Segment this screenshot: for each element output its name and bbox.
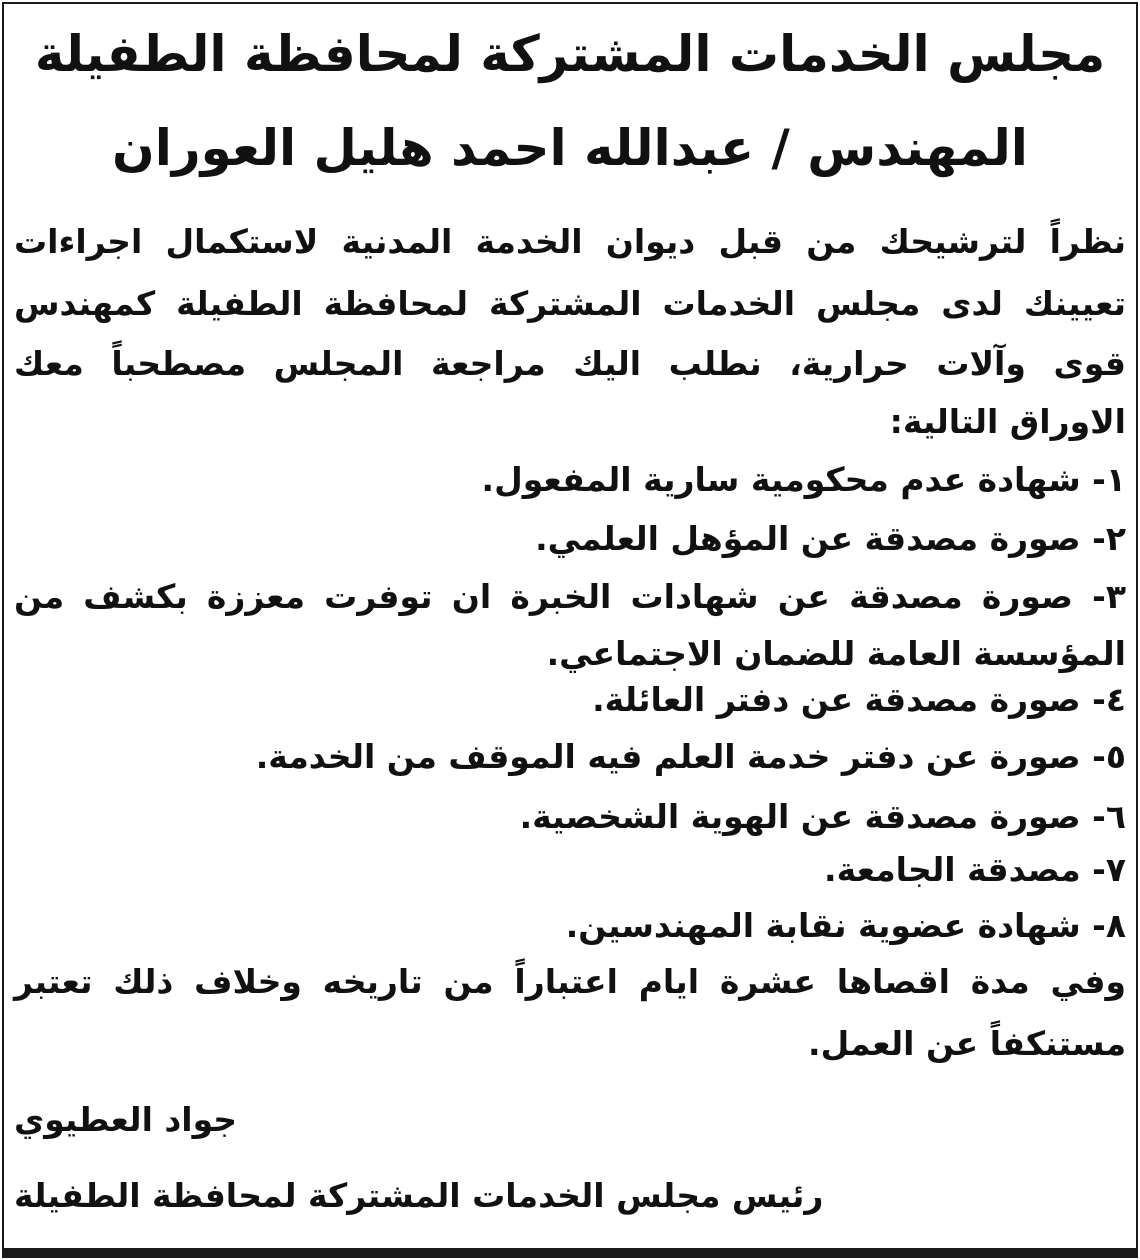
intro-line-3: قوى وآلات حرارية، نطلب اليك مراجعة المجلس مصطحباً معك <box>14 344 1126 383</box>
intro-line-4: الاوراق التالية: <box>889 402 1126 441</box>
heading-organization: مجلس الخدمات المشتركة لمحافظة الطفيلة <box>34 25 1106 83</box>
list-item: ١- شهادة عدم محكومية سارية المفعول. <box>481 460 1126 499</box>
closing-line-2: مستنكفاً عن العمل. <box>808 1024 1126 1063</box>
list-item-continuation: المؤسسة العامة للضمان الاجتماعي. <box>546 634 1126 673</box>
closing-line-1: وفي مدة اقصاها عشرة ايام اعتباراً من تاريخه وخلاف ذلك تعتبر <box>14 962 1126 1001</box>
list-item: ٤- صورة مصدقة عن دفتر العائلة. <box>592 680 1126 719</box>
signatory-position: رئيس مجلس الخدمات المشتركة لمحافظة الطفيلة <box>14 1176 824 1215</box>
list-item: ٦- صورة مصدقة عن الهوية الشخصية. <box>519 797 1126 836</box>
list-item: ٢- صورة مصدقة عن المؤهل العلمي. <box>535 519 1126 558</box>
intro-line-2: تعيينك لدى مجلس الخدمات المشتركة لمحافظة الطفيلة كمهندس <box>14 284 1126 323</box>
list-item: ٥- صورة عن دفتر خدمة العلم فيه الموقف من الخدمة. <box>255 737 1126 776</box>
intro-line-1: نظراً لترشيحك من قبل ديوان الخدمة المدنية لاستكمال اجراءات <box>14 222 1126 261</box>
signatory-name: جواد العطيوي <box>14 1100 238 1139</box>
heading-addressee: المهندس / عبدالله احمد هليل العوران <box>112 119 1028 177</box>
list-item: ٧- مصدقة الجامعة. <box>824 850 1126 889</box>
list-item: ٣- صورة مصدقة عن شهادات الخبرة ان توفرت معززة بكشف من <box>14 577 1126 616</box>
list-item: ٨- شهادة عضوية نقابة المهندسين. <box>565 906 1126 945</box>
